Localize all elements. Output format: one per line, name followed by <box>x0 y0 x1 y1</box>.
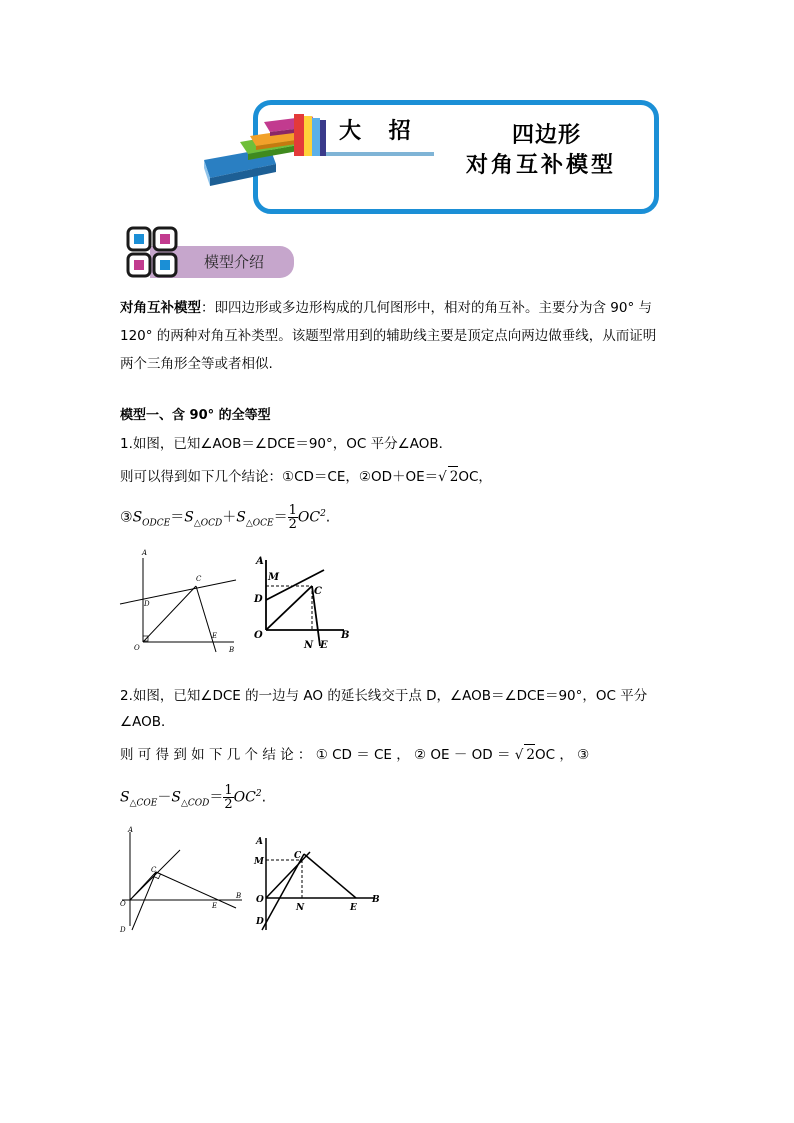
fig2b-label-m: M <box>254 857 264 867</box>
squares-icon <box>126 226 178 278</box>
fig1b-label-a: A <box>256 556 264 567</box>
formula-sub: △OCE <box>245 518 274 529</box>
model1-statement: 1.如图，已知∠AOB＝∠DCE＝90°，OC 平分∠AOB． <box>120 436 453 452</box>
intro-line-1 <box>120 298 652 318</box>
figure-1b <box>248 550 360 654</box>
page-title-line1: 四边形 <box>512 122 582 148</box>
fig2b-label-n: N <box>296 903 305 913</box>
formula-s: S <box>236 509 246 526</box>
fig2a-label-o: O <box>120 900 126 908</box>
books-icon <box>200 112 330 188</box>
model2-sqrt-value: 2 <box>524 744 535 765</box>
formula-plus: ＋ <box>222 509 237 526</box>
figure-2b <box>250 830 386 934</box>
formula-sub: △OCD <box>193 518 223 529</box>
formula-sub: △COD <box>180 798 210 809</box>
model1-conclusion-tail: OC， <box>458 469 492 485</box>
fig1b-label-c: C <box>314 586 322 597</box>
fig1a-label-o: O <box>134 644 140 652</box>
fig2b-label-a: A <box>256 837 263 847</box>
model2-conclusion-tail: OC ， ③ <box>535 747 590 763</box>
intro-term: 对角互补模型 <box>120 300 201 316</box>
fig2a-label-c: C <box>151 866 157 874</box>
fig2b-label-e: E <box>350 903 357 913</box>
fig2a-label-d: D <box>120 926 126 934</box>
fig1a-label-d: D <box>144 600 150 608</box>
formula-s: S <box>184 509 194 526</box>
fig1a-label-c: C <box>196 575 202 583</box>
formula-s: S <box>171 789 181 806</box>
fig1a-label-a: A <box>142 549 148 557</box>
model1-formula-prefix: ③ <box>120 509 133 526</box>
fig2b-label-d: D <box>256 917 264 927</box>
fraction-denominator: 2 <box>224 797 233 813</box>
model1-conclusion: 则可以得到如下几个结论：①CD＝CE，②OD＋OE＝√ 2OC， <box>120 466 492 487</box>
model1-sqrt-value: 2 <box>448 466 459 487</box>
fig2a-label-a: A <box>128 826 134 834</box>
fraction-numerator: 1 <box>224 783 233 799</box>
fig2a-label-b: B <box>236 892 242 900</box>
fig1b-label-n: N <box>304 640 314 651</box>
model1-conclusion-text: 则可以得到如下几个结论：①CD＝CE，②OD＋OE＝ <box>120 469 439 485</box>
formula-exponent: 2 <box>320 509 326 519</box>
intro-line-2: 120° 的两种对角互补类型。该题型常用到的辅助线主要是顶定点向两边做垂线，从而证明 <box>120 328 657 344</box>
fig1a-label-e: E <box>212 632 218 640</box>
intro-line-3: 两个三角形全等或者相似. <box>120 356 273 372</box>
model2-statement-1: 2.如图，已知∠DCE 的一边与 AO 的延长线交于点 D，∠AOB＝∠DCE＝90°，OC 平分 <box>120 688 648 704</box>
fraction-numerator: 1 <box>288 503 297 519</box>
fig2b-label-o: O <box>256 895 264 905</box>
intro-line-1-text: ：即四边形或多边形构成的几何图形中，相对的角互补。主要分为含 90° 与 <box>201 300 653 316</box>
banner-divider <box>318 152 434 156</box>
formula-fraction <box>223 784 233 811</box>
formula-sub: △COE <box>129 798 158 809</box>
model1-formula <box>120 504 330 533</box>
formula-eq: ＝ <box>170 509 185 526</box>
fig1b-label-o: O <box>254 630 263 641</box>
figure-2a <box>116 826 246 936</box>
section-tag-label: 模型介绍 <box>204 253 265 271</box>
formula-fraction <box>288 504 298 531</box>
formula-oc: OC <box>297 509 321 526</box>
formula-eq: ＝ <box>273 509 288 526</box>
fig2b-label-c: C <box>294 851 302 861</box>
formula-exponent: 2 <box>255 789 262 799</box>
formula-sub: ODCE <box>142 518 171 529</box>
formula-oc: OC <box>233 789 256 806</box>
formula-eq: ＝ <box>209 789 224 806</box>
page-title-line2: 对角互补模型 <box>466 152 617 178</box>
model2-formula <box>120 784 266 813</box>
fig1b-label-m: M <box>268 572 280 583</box>
model1-heading: 模型一、含 90° 的全等型 <box>120 408 271 423</box>
formula-minus: － <box>157 789 172 806</box>
fig1a-label-b: B <box>229 646 235 654</box>
figure-1a <box>116 546 246 656</box>
model2-statement-2: ∠AOB． <box>120 714 175 730</box>
formula-end: . <box>325 509 331 526</box>
formula-s: S <box>132 509 143 526</box>
fig2b-label-b: B <box>372 895 380 905</box>
fig1b-label-e: E <box>320 640 328 651</box>
formula-s: S <box>120 789 130 806</box>
model2-conclusion: 则 可 得 到 如 下 几 个 结 论 ： ① CD ＝ CE ， ② OE － OD ＝ √ 2OC ， ③ <box>120 744 589 765</box>
fig2a-label-e: E <box>212 902 218 910</box>
fig1b-label-d: D <box>254 594 263 605</box>
model2-conclusion-text: 则 可 得 到 如 下 几 个 结 论 ： ① CD ＝ CE ， ② OE － OD ＝ <box>120 747 511 763</box>
fig1b-label-b: B <box>341 630 350 641</box>
badge-text: 大 招 <box>339 118 421 144</box>
fraction-denominator: 2 <box>288 517 297 533</box>
formula-end: . <box>261 789 267 806</box>
